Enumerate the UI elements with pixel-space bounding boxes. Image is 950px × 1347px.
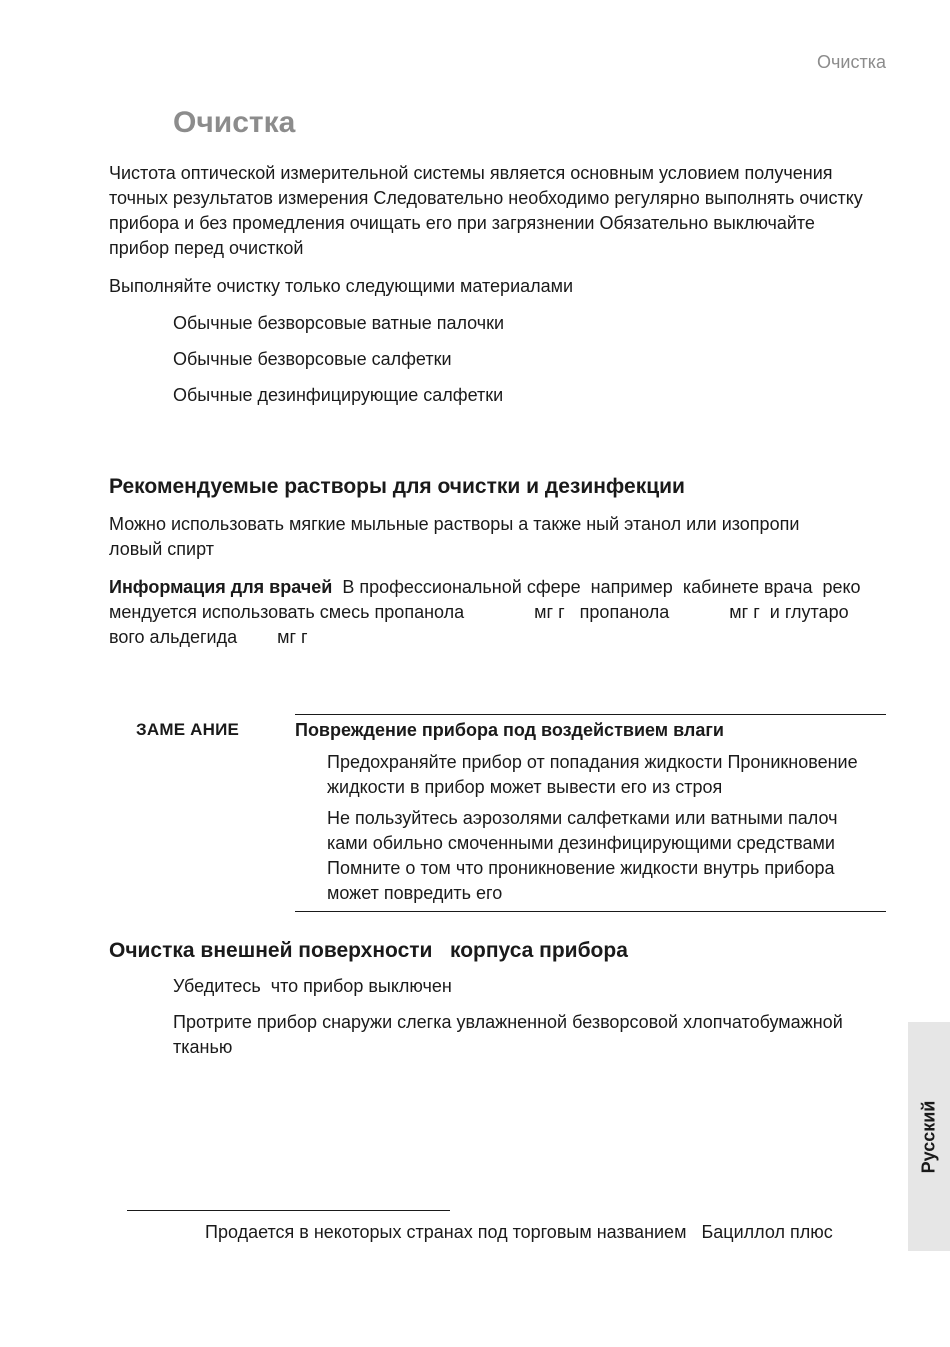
exterior-step-line: Протрите прибор снаружи слегка увлажненной безворсовой хлопчатобумажной xyxy=(173,1012,843,1032)
language-tab-label: Русский xyxy=(918,1100,939,1173)
notice-line: Предохраняйте прибор от попадания жидкости Проникновение xyxy=(327,752,858,772)
doctors-label: Информация для врачей xyxy=(109,577,333,597)
intro-line: прибор перед очисткой xyxy=(109,238,304,258)
solutions-line: Можно использовать мягкие мыльные растворы а также ный этанол или изопропи xyxy=(109,514,800,534)
solutions-line: ловый спирт xyxy=(109,539,214,559)
page-title: Очистка xyxy=(173,106,296,139)
solutions-heading: Рекомендуемые растворы для очистки и дезинфекции xyxy=(109,475,685,498)
exterior-step xyxy=(173,1010,843,1060)
notice-bottom-rule xyxy=(295,911,886,912)
exterior-step: Убедитесь что прибор выключен xyxy=(173,976,452,996)
doctors-paragraph xyxy=(109,575,861,650)
notice-item xyxy=(327,750,858,800)
footnote-rule xyxy=(127,1210,450,1211)
materials-item: Обычные дезинфицирующие салфетки xyxy=(173,385,504,405)
running-header: Очистка xyxy=(817,52,886,72)
intro-line: прибора и без промедления очищать его при загрязнении Обязательно выключайте xyxy=(109,213,815,233)
notice-label: ЗАМЕ АНИЕ xyxy=(136,720,240,739)
doctors-line: В профессиональной сфере например кабинете врача реко xyxy=(332,577,861,597)
notice-line: ками обильно смоченными дезинфицирующими средствами xyxy=(327,833,835,853)
intro-paragraph xyxy=(109,161,863,261)
materials-item: Обычные безворсовые ватные палочки xyxy=(173,313,505,333)
exterior-step-line: тканью xyxy=(173,1037,233,1057)
language-tab xyxy=(908,1022,950,1251)
doctors-line: вого альдегида мг г xyxy=(109,627,308,647)
notice-top-rule xyxy=(295,714,886,715)
notice-line: жидкости в прибор может вывести его из строя xyxy=(327,777,723,797)
materials-lead: Выполняйте очистку только следующими материалами xyxy=(109,276,574,296)
doctors-line: мендуется использовать смесь пропанола мг г пропанола мг г и глутаро xyxy=(109,602,849,622)
intro-line: Чистота оптической измерительной системы является основным условием получения xyxy=(109,163,833,183)
materials-item: Обычные безворсовые салфетки xyxy=(173,349,452,369)
notice-line: может повредить его xyxy=(327,883,503,903)
exterior-heading: Очистка внешней поверхности корпуса прибора xyxy=(109,939,628,962)
notice-item xyxy=(327,806,837,906)
intro-line: точных результатов измерения Следовательно необходимо регулярно выполнять очистку xyxy=(109,188,863,208)
solutions-paragraph xyxy=(109,512,799,562)
notice-line: Помните о том что проникновение жидкости внутрь прибора xyxy=(327,858,835,878)
notice-line: Не пользуйтесь аэрозолями салфетками или ватными палоч xyxy=(327,808,838,828)
notice-title: Повреждение прибора под воздействием влаги xyxy=(295,720,724,740)
footnote: Продается в некоторых странах под торговым названием Бациллол плюс xyxy=(205,1222,833,1242)
